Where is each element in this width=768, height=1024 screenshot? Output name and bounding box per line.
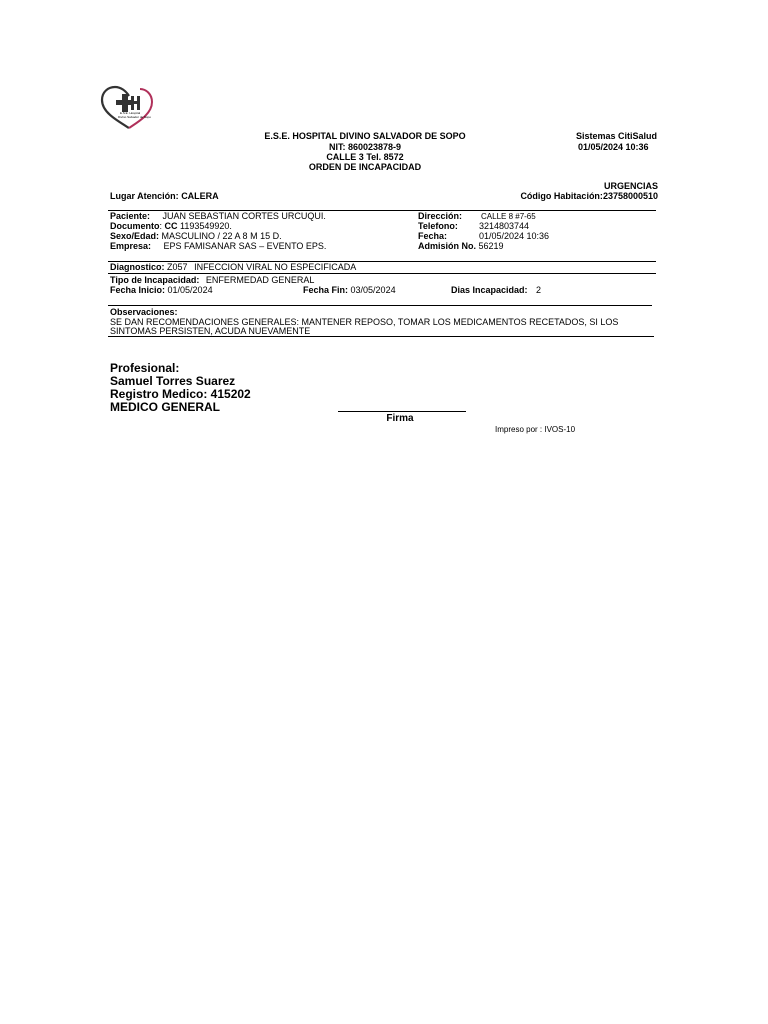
admission-row bbox=[418, 241, 504, 252]
place bbox=[110, 191, 219, 202]
diagnosis-label: Diagnostico: bbox=[110, 262, 165, 272]
room-code bbox=[460, 191, 658, 202]
admission-value: 56219 bbox=[478, 241, 504, 251]
patient-name-label: Paciente: bbox=[110, 211, 151, 221]
patient-name-value: JUAN SEBASTIAN CORTES URCUQUI. bbox=[162, 211, 326, 221]
place-value: CALERA bbox=[181, 191, 219, 201]
document-row: Documento: CC 1193549920. bbox=[110, 221, 232, 231]
company-label: Empresa: bbox=[110, 241, 152, 251]
observations-label: Observaciones: bbox=[110, 307, 178, 317]
date-value: 01/05/2024 10:36 bbox=[479, 231, 550, 241]
signature-label: Firma bbox=[386, 413, 414, 424]
document-label: Documento bbox=[110, 221, 160, 231]
incapacity-type-label: Tipo de Incapacidad: bbox=[110, 275, 200, 285]
company-row bbox=[110, 241, 326, 252]
address-value: CALLE 8 #7-65 bbox=[481, 212, 536, 221]
admission-label: Admisión No. bbox=[418, 241, 476, 251]
diagnosis-row bbox=[110, 262, 356, 273]
days-row bbox=[451, 285, 541, 296]
signature-line bbox=[338, 411, 466, 412]
start-date-label: Fecha Inicio: bbox=[110, 285, 166, 295]
doc-title: ORDEN DE INCAPACIDAD bbox=[308, 162, 422, 172]
professional-label: Profesional: bbox=[110, 361, 180, 375]
sex-age-label: Sexo/Edad: bbox=[110, 231, 160, 241]
logo-small-text-2: Divino Salvador de Sopo bbox=[118, 115, 152, 119]
printed-by: Impreso por : IVOS-10 bbox=[495, 425, 576, 434]
place-label: Lugar Atención: bbox=[110, 191, 179, 201]
service: URGENCIAS bbox=[603, 181, 658, 191]
divider bbox=[108, 273, 656, 274]
phone-label: Telefono: bbox=[418, 221, 458, 231]
nit: NIT: 860023878-9 bbox=[328, 142, 402, 152]
print-datetime: 01/05/2024 10:36 bbox=[578, 142, 649, 152]
end-date-label: Fecha Fin: bbox=[303, 285, 349, 295]
date-label: Fecha: bbox=[418, 231, 448, 241]
diagnosis-code: Z057 bbox=[167, 262, 188, 272]
divider bbox=[108, 305, 652, 306]
sex-age-value: MASCULINO / 22 A 8 M 15 D. bbox=[161, 231, 282, 241]
incapacity-type-value: ENFERMEDAD GENERAL bbox=[205, 275, 315, 285]
phone-value: 3214803744 bbox=[479, 221, 530, 231]
start-date-value: 01/05/2024 bbox=[167, 285, 213, 295]
days-label: Dias Incapacidad: bbox=[451, 285, 528, 295]
professional-name: Samuel Torres Suarez bbox=[110, 374, 236, 388]
company-value: EPS FAMISANAR SAS – EVENTO EPS. bbox=[163, 241, 327, 251]
professional-registry: Registro Medico: 415202 bbox=[110, 387, 251, 401]
document-value: 1193549920. bbox=[180, 221, 232, 231]
system-name: Sistemas CitiSalud bbox=[576, 131, 658, 141]
divider bbox=[108, 336, 654, 337]
end-date-value: 03/05/2024 bbox=[350, 285, 396, 295]
observations-line-1: SE DAN RECOMENDACIONES GENERALES: MANTENER REPOSO, TOMAR LOS MEDICAMENTOS RECETADOS, SI LOS bbox=[110, 317, 619, 327]
hospital-heart-logo-icon bbox=[98, 84, 160, 132]
address-label: Dirección: bbox=[418, 211, 463, 221]
days-value: 2 bbox=[536, 285, 542, 295]
end-date-row bbox=[303, 285, 396, 296]
observations-line-2: SINTOMAS PERSISTEN, ACUDA NUEVAMENTE bbox=[110, 326, 311, 336]
room-label: Código Habitación: bbox=[520, 191, 603, 201]
hospital-name: E.S.E. HOSPITAL DIVINO SALVADOR DE SOPO bbox=[264, 131, 466, 141]
address: CALLE 3 Tel. 8572 bbox=[326, 152, 404, 162]
room-value: 23758000510 bbox=[602, 191, 658, 201]
document-type: CC bbox=[164, 221, 178, 231]
start-date-row bbox=[110, 285, 213, 296]
hospital-logo bbox=[98, 84, 160, 132]
logo-small-text-1: E.S.E. Hospital bbox=[120, 111, 141, 115]
professional-specialty: MEDICO GENERAL bbox=[110, 400, 221, 414]
diagnosis-description: INFECCION VIRAL NO ESPECIFICADA bbox=[194, 262, 357, 272]
